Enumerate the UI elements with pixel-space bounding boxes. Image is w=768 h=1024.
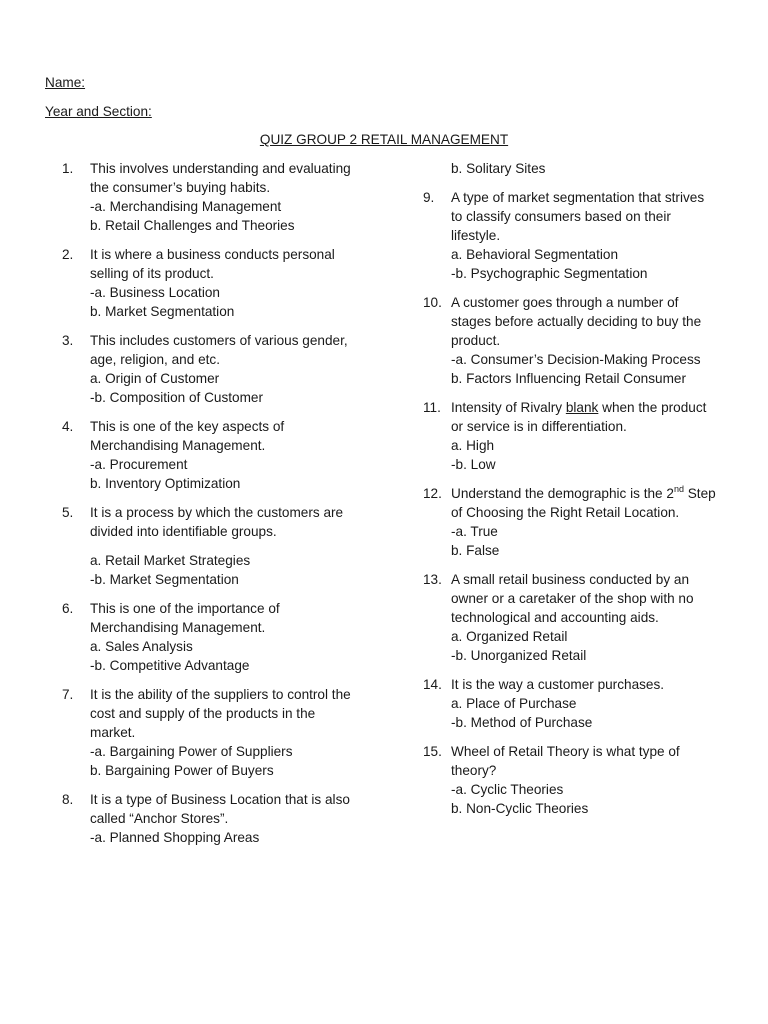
question-2 — [62, 245, 368, 321]
question-text: This is one of the importance of — [90, 601, 280, 616]
answer-option: b. Retail Challenges and Theories — [90, 218, 295, 233]
question-text: This is one of the key aspects of — [90, 419, 285, 434]
question-9 — [423, 188, 723, 283]
answer-option: -b. Low — [451, 457, 496, 472]
question-6 — [62, 599, 368, 675]
answer-option: -a. Merchandising Management — [90, 199, 282, 214]
answer-option: -b. Competitive Advantage — [90, 658, 250, 673]
answer-option: a. Origin of Customer — [90, 371, 220, 386]
question-number: 8. — [62, 792, 74, 807]
question-text: theory? — [451, 763, 497, 778]
question-text: Merchandising Management. — [90, 620, 266, 635]
question-text: divided into identifiable groups. — [90, 524, 277, 539]
question-number: 11. — [423, 400, 441, 415]
question-8 — [62, 790, 368, 847]
question-text: Wheel of Retail Theory is what type of — [451, 744, 680, 759]
question-11 — [423, 398, 723, 474]
question-number: 7. — [62, 687, 74, 702]
ordinal-superscript: nd — [673, 484, 684, 494]
question-text: to classify consumers based on their — [451, 209, 671, 224]
question-text: A customer goes through a number of — [451, 295, 679, 310]
question-text: market. — [90, 725, 136, 740]
question-text: It is a process by which the customers are — [90, 505, 344, 520]
answer-option: b. Non-Cyclic Theories — [451, 801, 589, 816]
answer-option: b. False — [451, 543, 500, 558]
question-text: lifestyle. — [451, 228, 501, 243]
question-text: cost and supply of the products in the — [90, 706, 316, 721]
question-number: 1. — [62, 161, 74, 176]
answer-option: b. Inventory Optimization — [90, 476, 241, 491]
question-text: selling of its product. — [90, 266, 214, 281]
question-text-end: when the product — [598, 400, 707, 415]
question-number: 6. — [62, 601, 74, 616]
answer-option: -a. Business Location — [90, 285, 220, 300]
question-number: 15. — [423, 744, 442, 759]
question-text: technological and accounting aids. — [451, 610, 659, 625]
question-3 — [62, 331, 368, 407]
question-number: 13. — [423, 572, 442, 587]
question-text: It is the way a customer purchases. — [451, 677, 665, 692]
left-column — [62, 159, 368, 857]
answer-option: -b. Composition of Customer — [90, 390, 264, 405]
question-text — [451, 398, 723, 417]
answer-option: -a. Consumer’s Decision-Making Process — [451, 352, 701, 367]
question-number: 14. — [423, 677, 442, 692]
question-text-end: Step — [683, 486, 716, 501]
question-text: It is where a business conducts personal — [90, 247, 335, 262]
question-text: It is a type of Business Location that is also — [90, 792, 350, 807]
blank-underlined-word: blank — [565, 400, 599, 415]
question-1 — [62, 159, 368, 235]
answer-option: -a. Planned Shopping Areas — [90, 830, 260, 845]
question-text: Merchandising Management. — [90, 438, 266, 453]
question-number: 9. — [423, 190, 435, 205]
question-text: owner or a caretaker of the shop with no — [451, 591, 694, 606]
answer-options — [90, 551, 368, 589]
question-15 — [423, 742, 723, 818]
question-text: It is the ability of the suppliers to control the — [90, 687, 351, 702]
question-8-continued — [423, 159, 723, 178]
answer-option: b. Market Segmentation — [90, 304, 235, 319]
answer-option: -b. Market Segmentation — [90, 572, 239, 587]
question-text: age, religion, and etc. — [90, 352, 220, 367]
answer-option: a. Organized Retail — [451, 629, 568, 644]
answer-option: -b. Psychographic Segmentation — [451, 266, 648, 281]
answer-option: -b. Method of Purchase — [451, 715, 593, 730]
answer-option: b. Solitary Sites — [451, 161, 546, 176]
answer-option: -a. Bargaining Power of Suppliers — [90, 744, 293, 759]
name-label: Name: — [45, 75, 86, 90]
question-text: This involves understanding and evaluating — [90, 161, 351, 176]
question-text — [451, 484, 723, 503]
question-number: 3. — [62, 333, 74, 348]
answer-option: a. Retail Market Strategies — [90, 553, 251, 568]
question-number: 10. — [423, 295, 442, 310]
question-text-start: Understand the demographic is the 2 — [451, 486, 674, 501]
question-text-start: Intensity of Rivalry — [451, 400, 566, 415]
answer-option: -a. Procurement — [90, 457, 188, 472]
question-text: or service is in differentiation. — [451, 419, 627, 434]
question-5 — [62, 503, 368, 589]
question-text: A type of market segmentation that strives — [451, 190, 705, 205]
answer-option: -a. True — [451, 524, 498, 539]
answer-option: a. Sales Analysis — [90, 639, 193, 654]
answer-option: -a. Cyclic Theories — [451, 782, 564, 797]
answer-option: a. High — [451, 438, 495, 453]
question-text: of Choosing the Right Retail Location. — [451, 505, 680, 520]
question-7 — [62, 685, 368, 780]
question-12 — [423, 484, 723, 560]
quiz-title: QUIZ GROUP 2 RETAIL MANAGEMENT — [259, 132, 509, 147]
answer-option: a. Place of Purchase — [451, 696, 577, 711]
answer-option: b. Bargaining Power of Buyers — [90, 763, 274, 778]
question-14 — [423, 675, 723, 732]
year-section-label: Year and Section: — [45, 104, 152, 119]
answer-option: -b. Unorganized Retail — [451, 648, 587, 663]
question-13 — [423, 570, 723, 665]
answer-option: b. Factors Influencing Retail Consumer — [451, 371, 686, 386]
answer-option: a. Behavioral Segmentation — [451, 247, 619, 262]
question-text: product. — [451, 333, 501, 348]
question-number: 4. — [62, 419, 74, 434]
right-column — [423, 159, 723, 828]
question-number: 12. — [423, 486, 442, 501]
question-text: This includes customers of various gender, — [90, 333, 348, 348]
question-number: 2. — [62, 247, 74, 262]
question-number: 5. — [62, 505, 74, 520]
question-text: stages before actually deciding to buy the — [451, 314, 702, 329]
question-text: the consumer’s buying habits. — [90, 180, 271, 195]
question-text: A small retail business conducted by an — [451, 572, 690, 587]
question-10 — [423, 293, 723, 388]
question-4 — [62, 417, 368, 493]
question-text: called “Anchor Stores”. — [90, 811, 229, 826]
